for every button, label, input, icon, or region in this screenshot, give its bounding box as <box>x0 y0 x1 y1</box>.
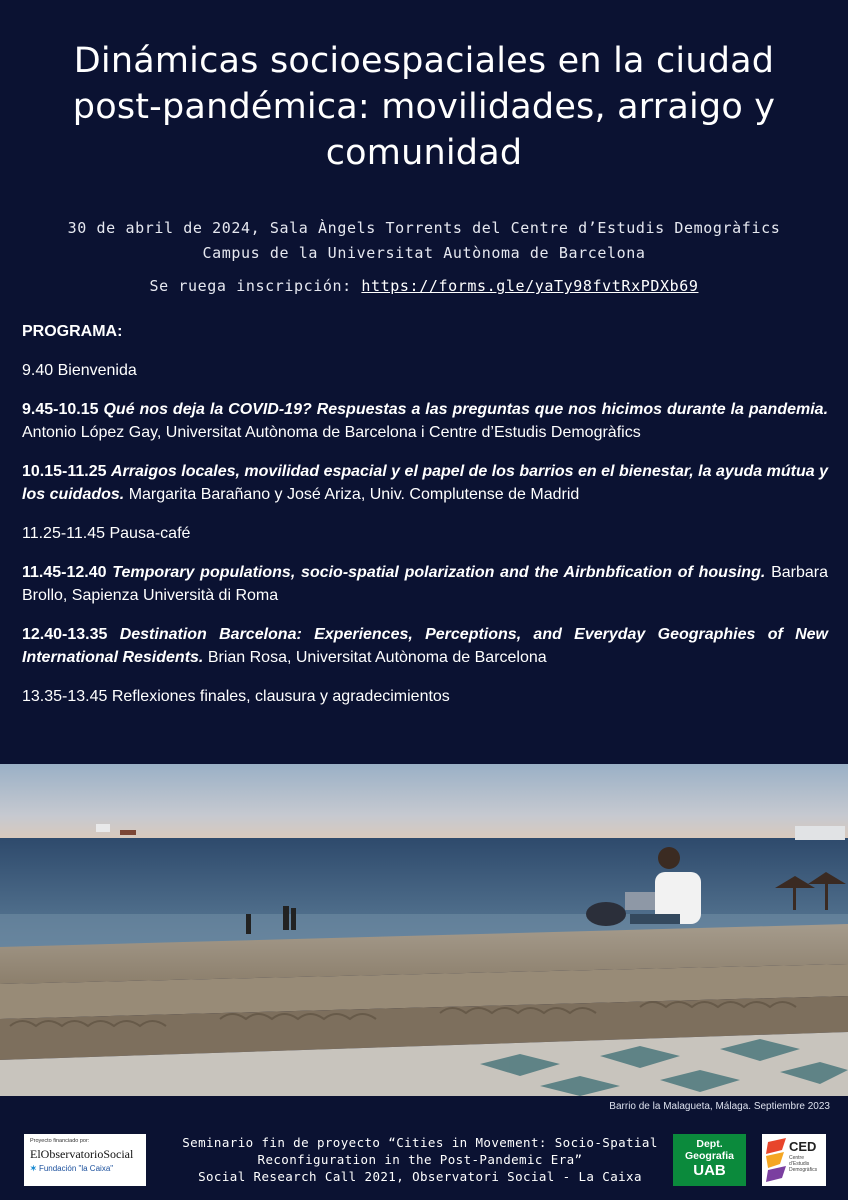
program-closing: 13.35-13.45 Reflexiones finales, clausura y agradecimientos <box>22 688 450 705</box>
program-item <box>22 561 828 607</box>
logo-uab-line-3: UAB <box>693 1162 726 1179</box>
title-line-2: post-pandémica: movilidades, arraigo y <box>72 87 776 127</box>
registration-prefix: Se ruega inscripción: <box>149 277 362 295</box>
event-date-venue: 30 de abril de 2024, Sala Àngels Torrents del Centre d’Estudis Demogràfics <box>67 219 781 237</box>
program-item <box>22 460 828 506</box>
program-item-talk: Qué nos deja la COVID-19? Respuestas a las preguntas que nos hicimos durante la pandemia. <box>103 401 829 418</box>
logo-observatorio-name: ElObservatorioSocial <box>30 1147 134 1161</box>
program-item-talk: Temporary populations, socio-spatial polarization and the Airbnbfication of housing. <box>112 564 766 581</box>
program-item <box>22 398 828 444</box>
title-line-3: comunidad <box>325 133 523 173</box>
program-section <box>22 320 828 724</box>
program-item-speaker: Brian Rosa, Universitat Autònoma de Barcelona <box>203 649 547 666</box>
ced-logo <box>762 1134 826 1186</box>
logo-fundacion-line <box>30 1164 140 1173</box>
logo-uab-line-2: Geografia <box>684 1150 734 1162</box>
observatorio-social-logo <box>24 1134 146 1186</box>
program-item-speaker: Margarita Barañano y José Ariza, Univ. Complutense de Madrid <box>124 486 580 503</box>
program-item-time: 9.45-10.15 <box>22 401 104 418</box>
title-line-1: Dinámicas socioespaciales en la ciudad <box>73 41 775 81</box>
dept-geografia-uab-logo <box>673 1134 746 1186</box>
logo-ced-name: CED <box>789 1139 817 1154</box>
footer-line-2: Reconfiguration in the Post-Pandemic Era” <box>257 1152 583 1167</box>
registration-line <box>0 277 848 295</box>
ced-emblem-icon <box>764 1134 790 1186</box>
program-item <box>22 623 828 669</box>
logo-uab-line-1: Dept. <box>696 1138 723 1150</box>
footer-line-1: Seminario fin de proyecto “Cities in Movement: Socio-Spatial <box>182 1135 658 1150</box>
footer-project-info <box>160 1134 680 1185</box>
program-heading: PROGRAMA: <box>22 323 123 340</box>
star-icon: ✶ <box>30 1164 37 1173</box>
photo-caption: Barrio de la Malagueta, Málaga. Septiembre 2023 <box>609 1101 830 1112</box>
seafront-photo-illustration <box>0 764 848 1096</box>
footer-line-3: Social Research Call 2021, Observatori Social - La Caixa <box>198 1169 642 1184</box>
program-welcome: 9.40 Bienvenida <box>22 362 137 379</box>
program-item-talk: Destination Barcelona: Experiences, Perceptions, and Everyday Geographies of New International Residents. <box>22 626 828 666</box>
program-item-time: 11.45-12.40 <box>22 564 113 581</box>
program-item-time: 12.40-13.35 <box>22 626 120 643</box>
seafront-photo <box>0 764 848 1096</box>
program-break: 11.25-11.45 Pausa-café <box>22 525 191 542</box>
program-item-speaker: Barbara Brollo, Sapienza Università di Roma <box>22 564 828 604</box>
logo-fundacion-name: Fundación "la Caixa" <box>38 1164 114 1173</box>
program-item-speaker: Antonio López Gay, Universitat Autònoma de Barcelona i Centre d’Estudis Demogràfics <box>22 424 641 441</box>
event-campus: Campus de la Universitat Autònoma de Barcelona <box>202 244 646 262</box>
logo-funded-by: Proyecto financiado por: <box>30 1138 90 1144</box>
registration-link[interactable]: https://forms.gle/yaTy98fvtRxPDXb69 <box>361 277 699 295</box>
program-item-talk: Arraigos locales, movilidad espacial y el papel de los barrios en el bienestar, la ayuda mútua y los cuidados. <box>22 463 829 503</box>
logo-ced-sub: Centre d’Estudis Demogràfics <box>789 1155 818 1173</box>
poster-title <box>0 38 848 176</box>
program-item-time: 10.15-11.25 <box>22 463 111 480</box>
